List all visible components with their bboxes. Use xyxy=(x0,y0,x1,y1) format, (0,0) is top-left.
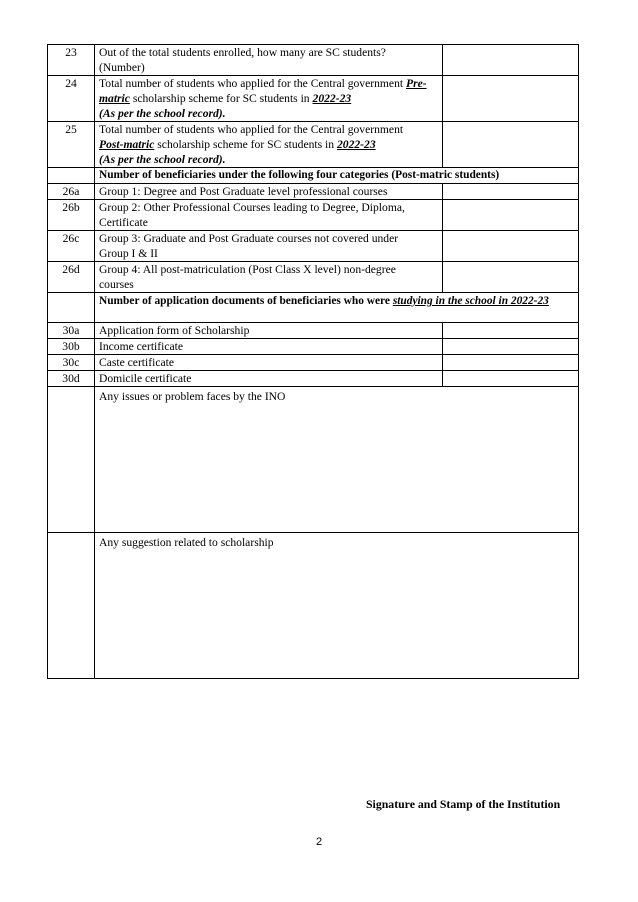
answer-cell[interactable] xyxy=(443,371,579,387)
question-text: Application form of Scholarship xyxy=(95,323,443,339)
table-row xyxy=(48,262,579,293)
row-number: 25 xyxy=(48,122,95,168)
row-number: 30d xyxy=(48,371,95,387)
section-header: Number of application documents of beneficiaries who were studying in the school in 2022-23 xyxy=(95,293,579,323)
row-number: 24 xyxy=(48,76,95,122)
question-text: Group 2: Other Professional Courses leading to Degree, Diploma, Certificate xyxy=(95,200,443,231)
table-row xyxy=(48,184,579,200)
questionnaire-table xyxy=(47,44,579,679)
section-header-row xyxy=(48,168,579,184)
answer-cell[interactable] xyxy=(443,262,579,293)
row-number: 26c xyxy=(48,231,95,262)
answer-cell[interactable] xyxy=(443,200,579,231)
table-row xyxy=(48,371,579,387)
suggestion-field[interactable]: Any suggestion related to scholarship xyxy=(95,533,579,679)
question-text: Domicile certificate xyxy=(95,371,443,387)
suggestion-row xyxy=(48,533,579,679)
signature-label: Signature and Stamp of the Institution xyxy=(366,797,561,811)
table-row xyxy=(48,339,579,355)
question-text: Group 1: Degree and Post Graduate level professional courses xyxy=(95,184,443,200)
table-row xyxy=(48,45,579,76)
answer-cell[interactable] xyxy=(443,45,579,76)
answer-cell[interactable] xyxy=(443,339,579,355)
table-row xyxy=(48,323,579,339)
answer-cell[interactable] xyxy=(443,355,579,371)
section-header: Number of beneficiaries under the following four categories (Post-matric students) xyxy=(95,168,579,184)
section-header-row xyxy=(48,293,579,323)
question-text: Group 4: All post-matriculation (Post Class X level) non-degree courses xyxy=(95,262,443,293)
answer-cell[interactable] xyxy=(443,76,579,122)
row-number: 26a xyxy=(48,184,95,200)
issues-row xyxy=(48,387,579,533)
row-number: 30c xyxy=(48,355,95,371)
table-row xyxy=(48,76,579,122)
question-text: Group 3: Graduate and Post Graduate courses not covered under Group I & II xyxy=(95,231,443,262)
answer-cell[interactable] xyxy=(443,231,579,262)
row-number: 30b xyxy=(48,339,95,355)
table-row xyxy=(48,231,579,262)
row-number: 26d xyxy=(48,262,95,293)
table-row xyxy=(48,122,579,168)
question-text: Caste certificate xyxy=(95,355,443,371)
question-text: Total number of students who applied for the Central government Post-matric scholarship scheme for SC students in 2022-23 (As per the school record). xyxy=(95,122,443,168)
question-text: Total number of students who applied for the Central government Pre- matric scholarship scheme for SC students in 2022-23 (As per the school record). xyxy=(95,76,443,122)
question-text: Out of the total students enrolled, how many are SC students? (Number) xyxy=(95,45,443,76)
table-row xyxy=(48,200,579,231)
answer-cell[interactable] xyxy=(443,323,579,339)
answer-cell[interactable] xyxy=(443,184,579,200)
row-number: 30a xyxy=(48,323,95,339)
page-number: 2 xyxy=(315,836,323,848)
row-number: 26b xyxy=(48,200,95,231)
answer-cell[interactable] xyxy=(443,122,579,168)
row-number: 23 xyxy=(48,45,95,76)
issues-field[interactable]: Any issues or problem faces by the INO xyxy=(95,387,579,533)
table-row xyxy=(48,355,579,371)
question-text: Income certificate xyxy=(95,339,443,355)
